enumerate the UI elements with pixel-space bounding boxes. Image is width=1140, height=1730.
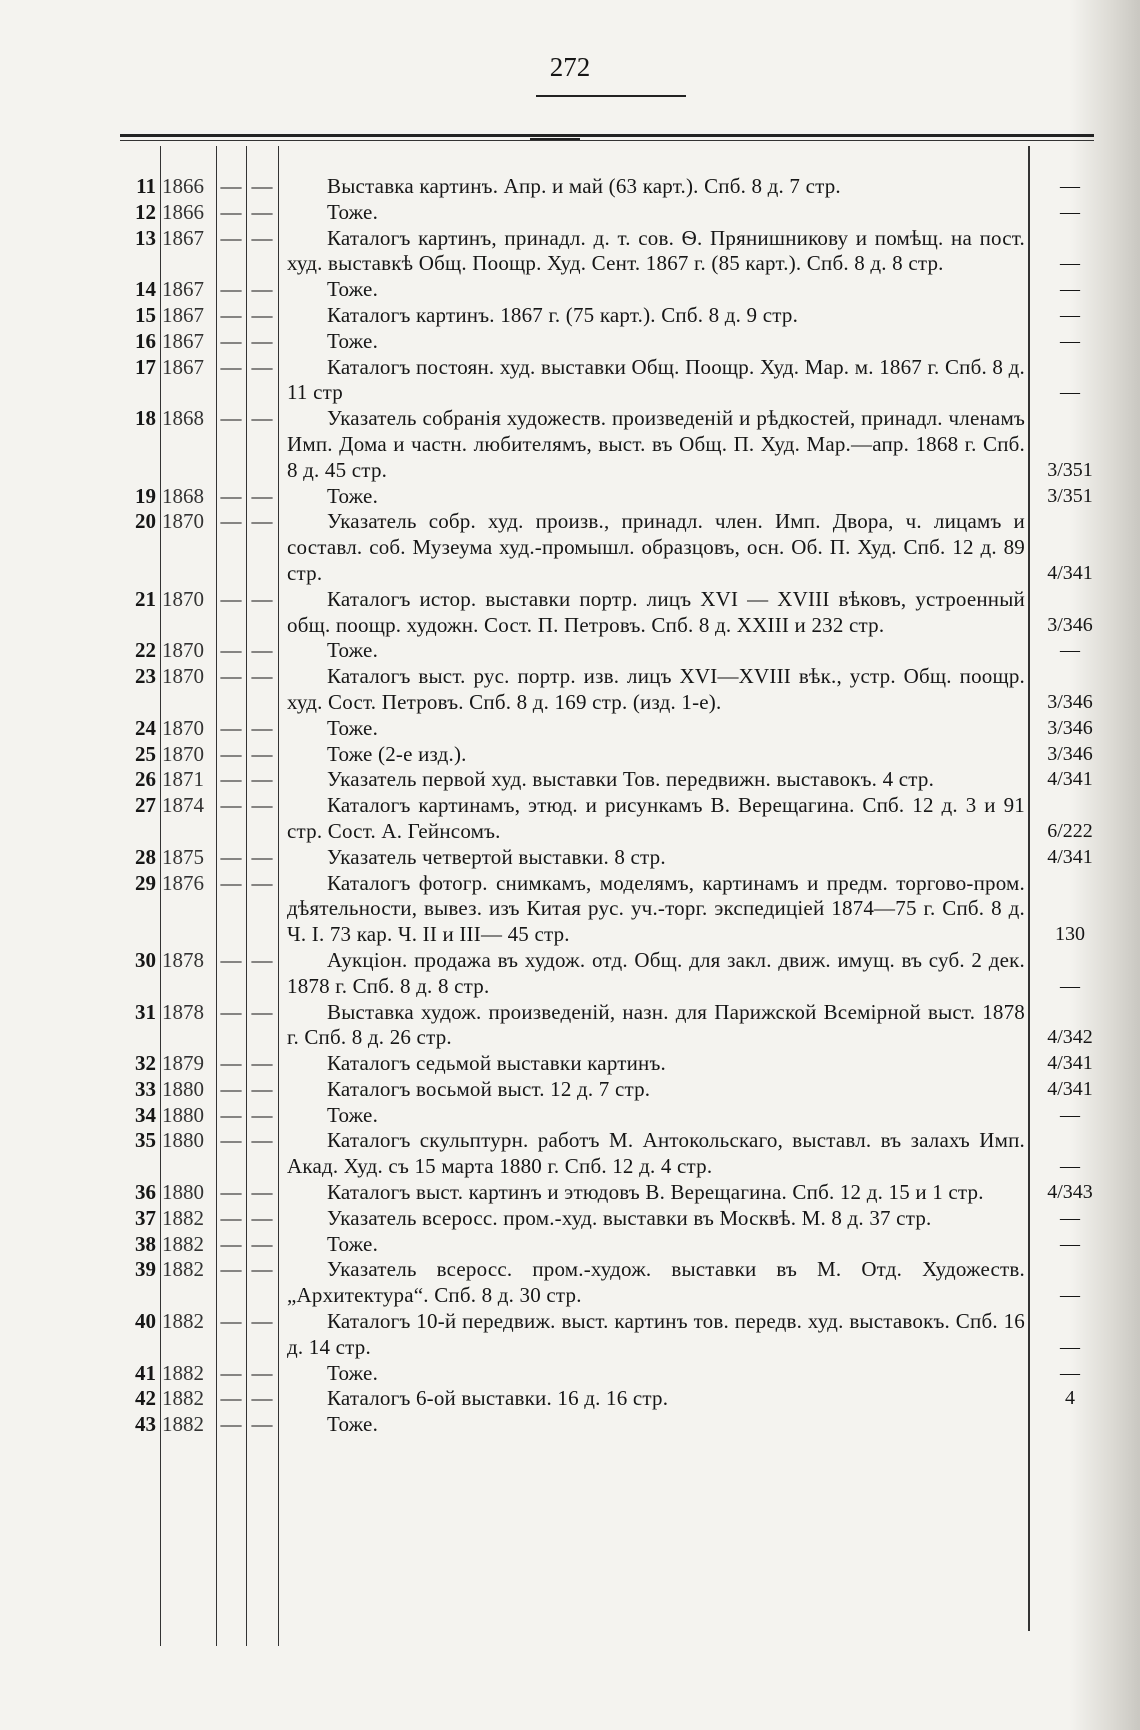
entry-dash-2: — xyxy=(251,715,273,740)
entry-year: 1880 xyxy=(162,1076,204,1101)
table-row xyxy=(0,664,1140,716)
entry-dash-1: — xyxy=(220,199,242,224)
entry-dash-1: — xyxy=(220,741,242,766)
entry-description: Выставка картинъ. Апр. и май (63 карт.). Спб. 8 д. 7 стр. xyxy=(327,174,841,198)
entry-description: Каталогъ седьмой выставки картинъ. xyxy=(327,1051,667,1076)
entry-number: 20 xyxy=(135,509,156,534)
table-row xyxy=(0,329,1140,355)
entry-price: 4/341 xyxy=(1047,768,1093,791)
entry-year: 1878 xyxy=(162,999,204,1024)
entry-dash-2: — xyxy=(251,509,273,534)
entry-price: — xyxy=(1060,200,1080,223)
entry-year: 1880 xyxy=(162,1180,204,1205)
entry-dash-1: — xyxy=(220,767,242,792)
entry-price: — xyxy=(1060,974,1080,997)
entry-dash-1: — xyxy=(220,1128,242,1153)
table-row xyxy=(0,767,1140,793)
table-row xyxy=(0,1077,1140,1103)
table-row xyxy=(0,948,1140,1000)
entry-dash-1: — xyxy=(220,328,242,353)
entry-price: 4/341 xyxy=(1047,561,1093,584)
entry-year: 1870 xyxy=(162,715,204,740)
entry-price: — xyxy=(1060,1155,1080,1178)
entry-dash-2: — xyxy=(251,1051,273,1076)
entry-year: 1878 xyxy=(162,947,204,972)
entry-number: 21 xyxy=(135,586,156,611)
entry-number: 27 xyxy=(135,793,156,818)
entry-description: Тоже. xyxy=(327,483,379,508)
table-row xyxy=(0,1412,1140,1438)
entry-number: 43 xyxy=(135,1412,156,1437)
entry-dash-2: — xyxy=(251,844,273,869)
entry-dash-1: — xyxy=(220,1309,242,1334)
entry-dash-2: — xyxy=(251,999,273,1024)
table-row xyxy=(0,174,1140,200)
entry-price: 4/343 xyxy=(1047,1181,1093,1204)
entry-dash-1: — xyxy=(220,664,242,689)
table-row xyxy=(0,484,1140,510)
entry-year: 1867 xyxy=(162,328,204,353)
entry-dash-2: — xyxy=(251,1309,273,1334)
entry-description: Каталогъ постоян. худ. выставки Общ. Поощр. Худ. Мар. м. 1867 г. Спб. 8 д. 11 стр xyxy=(287,354,1025,405)
table-row xyxy=(0,1386,1140,1412)
entry-price: 3/351 xyxy=(1047,484,1093,507)
table-row xyxy=(0,226,1140,278)
entry-price: — xyxy=(1060,1103,1080,1126)
entry-year: 1874 xyxy=(162,793,204,818)
entry-description: Указатель всеросс. пром.-худ. выставки въ Москвѣ. М. 8 д. 37 стр. xyxy=(327,1205,932,1230)
entry-year: 1876 xyxy=(162,870,204,895)
entry-year: 1882 xyxy=(162,1205,204,1230)
entry-year: 1870 xyxy=(162,638,204,663)
entry-description: Указатель всеросс. пром.-худож. выставки въ М. Отд. Художеств. „Архитектура“. Спб. 8 д. 30 стр. xyxy=(287,1257,1025,1308)
entry-description: Тоже. xyxy=(327,328,379,353)
entry-number: 24 xyxy=(135,715,156,740)
entry-dash-1: — xyxy=(220,1102,242,1127)
entry-number: 16 xyxy=(135,328,156,353)
table-row xyxy=(0,1206,1140,1232)
header-rule-mark xyxy=(530,138,580,140)
entry-dash-2: — xyxy=(251,638,273,663)
entry-description: Тоже. xyxy=(327,1102,379,1127)
entry-year: 1868 xyxy=(162,483,204,508)
entry-description: Тоже. xyxy=(327,277,379,302)
entry-description: Каталогъ 6-ой выставки. 16 д. 16 стр. xyxy=(327,1386,669,1411)
entry-price: 3/346 xyxy=(1047,613,1093,636)
table-row xyxy=(0,638,1140,664)
entry-price: 4/341 xyxy=(1047,845,1093,868)
entry-year: 1875 xyxy=(162,844,204,869)
entry-description: Каталогъ фотогр. снимкамъ, моделямъ, картинамъ и предм. торгово-пром. дѣятельности, вывез. изъ Китая рус. уч.-торг. экспедиціей 1874—75 г. Спб. 8 д. Ч. I. 73 кар. Ч. II и III— 45 стр. xyxy=(287,870,1025,947)
entry-description: Каталогъ картинъ, принадл. д. т. сов. Ѳ. Прянишникову и помѣщ. на пост. худ. выставкѣ Общ. Поощр. Худ. Сент. 1867 г. (85 карт.). Спб. 8 д. 8 стр. xyxy=(287,225,1025,276)
entry-dash-1: — xyxy=(220,715,242,740)
entry-dash-2: — xyxy=(251,1386,273,1411)
table-row xyxy=(0,1128,1140,1180)
entry-dash-2: — xyxy=(251,483,273,508)
entry-description: Каталогъ картинамъ, этюд. и рисункамъ В. Верещагина. Спб. 12 д. 3 и 91 стр. Сост. А. Гейнсомъ. xyxy=(287,793,1025,843)
entry-description: Каталогъ картинъ. 1867 г. (75 карт.). Спб. 8 д. 9 стр. xyxy=(327,302,799,327)
entry-price: — xyxy=(1060,329,1080,352)
page-number-rule xyxy=(536,95,686,97)
entry-dash-1: — xyxy=(220,999,242,1024)
entry-number: 25 xyxy=(135,741,156,766)
entry-price: — xyxy=(1060,1206,1080,1229)
entry-dash-2: — xyxy=(251,947,273,972)
entry-dash-2: — xyxy=(251,870,273,895)
entry-dash-2: — xyxy=(251,354,273,379)
entry-price: 4/342 xyxy=(1047,1026,1093,1049)
entry-price: 130 xyxy=(1055,923,1085,946)
entry-dash-2: — xyxy=(251,1205,273,1230)
entry-description: Каталогъ восьмой выст. 12 д. 7 стр. xyxy=(327,1076,651,1101)
entry-number: 31 xyxy=(135,999,156,1024)
entry-dash-1: — xyxy=(220,174,242,198)
entry-number: 40 xyxy=(135,1309,156,1334)
entry-dash-1: — xyxy=(220,302,242,327)
entry-description: Выставка худож. произведеній, назн. для Парижской Всемірной выст. 1878 г. Спб. 8 д. 26 стр. xyxy=(287,999,1025,1050)
entry-price: — xyxy=(1060,1284,1080,1307)
entry-dash-2: — xyxy=(251,793,273,818)
entry-year: 1870 xyxy=(162,509,204,534)
entry-number: 12 xyxy=(135,199,156,224)
entry-dash-2: — xyxy=(251,1412,273,1437)
table-row xyxy=(0,871,1140,948)
entry-description: Каталогъ 10-й передвиж. выст. картинъ тов. передв. худ. выставокъ. Спб. 16 д. 14 стр. xyxy=(287,1309,1025,1359)
entry-dash-2: — xyxy=(251,277,273,302)
entry-number: 15 xyxy=(135,302,156,327)
entry-description: Тоже. xyxy=(327,638,379,663)
table-row xyxy=(0,1103,1140,1129)
table-row xyxy=(0,1000,1140,1052)
entry-number: 22 xyxy=(135,638,156,663)
entry-number: 14 xyxy=(135,277,156,302)
entry-price: 3/351 xyxy=(1047,458,1093,481)
table-row xyxy=(0,1051,1140,1077)
entry-description: Тоже. xyxy=(327,1360,379,1385)
entry-dash-1: — xyxy=(220,1386,242,1411)
entry-price: — xyxy=(1060,303,1080,326)
entry-description: Тоже. xyxy=(327,1231,379,1256)
table-row xyxy=(0,742,1140,768)
table-row xyxy=(0,1257,1140,1309)
entry-year: 1870 xyxy=(162,741,204,766)
entry-dash-2: — xyxy=(251,664,273,689)
entry-price: 3/346 xyxy=(1047,690,1093,713)
table-row xyxy=(0,277,1140,303)
entry-dash-2: — xyxy=(251,1257,273,1282)
entry-dash-1: — xyxy=(220,1076,242,1101)
entry-dash-2: — xyxy=(251,1231,273,1256)
entry-dash-1: — xyxy=(220,793,242,818)
entry-number: 33 xyxy=(135,1076,156,1101)
entry-description: Каталогъ истор. выставки портр. лицъ XVI — XVIII вѣковъ, устроенный общ. поощр. художн. Сост. П. Петровъ. Спб. 8 д. XXIII и 232 стр. xyxy=(287,586,1025,637)
table-row xyxy=(0,1180,1140,1206)
entry-number: 13 xyxy=(135,225,156,250)
entry-number: 23 xyxy=(135,664,156,689)
table-row xyxy=(0,1232,1140,1258)
entry-year: 1882 xyxy=(162,1412,204,1437)
entry-dash-1: — xyxy=(220,1360,242,1385)
entry-price: 4 xyxy=(1065,1387,1075,1410)
entry-year: 1867 xyxy=(162,302,204,327)
entry-number: 11 xyxy=(136,174,156,198)
entry-dash-2: — xyxy=(251,302,273,327)
entry-description: Каталогъ выст. картинъ и этюдовъ В. Верещагина. Спб. 12 д. 15 и 1 стр. xyxy=(327,1180,984,1205)
entry-dash-1: — xyxy=(220,1051,242,1076)
entry-year: 1867 xyxy=(162,225,204,250)
header-rule-thick xyxy=(120,134,1094,137)
catalog-table xyxy=(0,174,1140,1438)
table-row xyxy=(0,716,1140,742)
entry-year: 1882 xyxy=(162,1360,204,1385)
entry-dash-2: — xyxy=(251,586,273,611)
entry-number: 18 xyxy=(135,406,156,431)
entry-number: 17 xyxy=(135,354,156,379)
entry-number: 19 xyxy=(135,483,156,508)
entry-dash-2: — xyxy=(251,767,273,792)
table-row xyxy=(0,1361,1140,1387)
entry-dash-1: — xyxy=(220,844,242,869)
entry-price: — xyxy=(1060,381,1080,404)
table-row xyxy=(0,303,1140,329)
table-row xyxy=(0,509,1140,586)
entry-year: 1867 xyxy=(162,277,204,302)
entry-dash-2: — xyxy=(251,174,273,198)
entry-number: 37 xyxy=(135,1205,156,1230)
entry-description: Каталогъ выст. рус. портр. изв. лицъ XVI—XVIII вѣк., устр. Общ. поощр. худ. Сост. Петровъ. Спб. 8 д. 169 стр. (изд. 1-е). xyxy=(287,664,1025,714)
entry-dash-1: — xyxy=(220,225,242,250)
page-number: 272 xyxy=(549,52,591,82)
entry-dash-2: — xyxy=(251,1076,273,1101)
entry-year: 1870 xyxy=(162,664,204,689)
entry-year: 1882 xyxy=(162,1257,204,1282)
entry-number: 26 xyxy=(135,767,156,792)
entry-dash-2: — xyxy=(251,1128,273,1153)
entry-year: 1867 xyxy=(162,354,204,379)
entry-number: 35 xyxy=(135,1128,156,1153)
entry-dash-1: — xyxy=(220,947,242,972)
entry-number: 34 xyxy=(135,1102,156,1127)
entry-price: 4/341 xyxy=(1047,1077,1093,1100)
entry-dash-1: — xyxy=(220,1412,242,1437)
entry-year: 1882 xyxy=(162,1386,204,1411)
entry-number: 32 xyxy=(135,1051,156,1076)
entry-price: 3/346 xyxy=(1047,742,1093,765)
entry-description: Каталогъ скульптурн. работъ М. Антокольскаго, выставл. въ залахъ Имп. Акад. Худ. съ 15 марта 1880 г. Спб. 12 д. 4 стр. xyxy=(287,1128,1025,1179)
entry-dash-1: — xyxy=(220,586,242,611)
entry-number: 41 xyxy=(135,1360,156,1385)
entry-dash-1: — xyxy=(220,638,242,663)
entry-dash-1: — xyxy=(220,509,242,534)
entry-dash-1: — xyxy=(220,277,242,302)
entry-year: 1880 xyxy=(162,1102,204,1127)
table-row xyxy=(0,587,1140,639)
entry-description: Тоже. xyxy=(327,715,379,740)
entry-dash-2: — xyxy=(251,328,273,353)
entry-year: 1866 xyxy=(162,199,204,224)
entry-dash-1: — xyxy=(220,406,242,431)
entry-number: 28 xyxy=(135,844,156,869)
entry-dash-2: — xyxy=(251,741,273,766)
entry-year: 1879 xyxy=(162,1051,204,1076)
entry-description: Тоже. xyxy=(327,1412,379,1437)
entry-description: Указатель четвертой выставки. 8 стр. xyxy=(327,844,666,869)
entry-dash-2: — xyxy=(251,1360,273,1385)
table-row xyxy=(0,1309,1140,1361)
entry-dash-1: — xyxy=(220,1231,242,1256)
entry-price: — xyxy=(1060,1335,1080,1358)
table-row xyxy=(0,793,1140,845)
entry-description: Указатель собранія художеств. произведеній и рѣдкостей, принадл. членамъ Имп. Дома и частн. любителямъ, выст. въ Общ. П. Худ. Мар.—апр. 1868 г. Спб. 8 д. 45 стр. xyxy=(287,406,1025,482)
entry-number: 42 xyxy=(135,1386,156,1411)
entry-description: Тоже. xyxy=(327,199,379,224)
entry-number: 36 xyxy=(135,1180,156,1205)
entry-year: 1866 xyxy=(162,174,204,198)
entry-dash-2: — xyxy=(251,406,273,431)
header-rule-thin xyxy=(120,140,1094,141)
entry-year: 1871 xyxy=(162,767,204,792)
entry-price: 4/341 xyxy=(1047,1052,1093,1075)
entry-number: 29 xyxy=(135,870,156,895)
entry-dash-2: — xyxy=(251,199,273,224)
entry-description: Тоже (2-е изд.). xyxy=(327,741,467,766)
entry-year: 1870 xyxy=(162,586,204,611)
entry-price: — xyxy=(1060,278,1080,301)
entry-dash-2: — xyxy=(251,1102,273,1127)
table-row xyxy=(0,355,1140,407)
entry-description: Указатель собр. худ. произв., принадл. член. Имп. Двора, ч. лицамъ и составл. соб. Музеума худ.-промышл. образцовъ, осн. Об. П. Худ. Спб. 12 д. 89 стр. xyxy=(287,509,1025,585)
entry-price: — xyxy=(1060,639,1080,662)
entry-dash-2: — xyxy=(251,225,273,250)
table-row xyxy=(0,200,1140,226)
entry-year: 1882 xyxy=(162,1309,204,1334)
entry-dash-1: — xyxy=(220,1205,242,1230)
entry-number: 30 xyxy=(135,947,156,972)
entry-price: — xyxy=(1060,252,1080,275)
entry-dash-1: — xyxy=(220,1180,242,1205)
entry-description: Аукціон. продажа въ худож. отд. Общ. для закл. движ. имущ. въ суб. 2 дек. 1878 г. Спб. 8 д. 8 стр. xyxy=(287,947,1025,998)
entry-number: 38 xyxy=(135,1231,156,1256)
entry-price: — xyxy=(1060,1361,1080,1384)
entry-dash-1: — xyxy=(220,870,242,895)
entry-number: 39 xyxy=(135,1257,156,1282)
entry-price: — xyxy=(1060,1232,1080,1255)
entry-dash-1: — xyxy=(220,1257,242,1282)
entry-description: Указатель первой худ. выставки Тов. передвижн. выставокъ. 4 стр. xyxy=(327,767,935,792)
table-row xyxy=(0,406,1140,483)
entry-year: 1868 xyxy=(162,406,204,431)
entry-year: 1882 xyxy=(162,1231,204,1256)
entry-dash-1: — xyxy=(220,354,242,379)
entry-price: 6/222 xyxy=(1047,819,1093,842)
entry-price: 3/346 xyxy=(1047,716,1093,739)
table-row xyxy=(0,845,1140,871)
entry-dash-2: — xyxy=(251,1180,273,1205)
entry-dash-1: — xyxy=(220,483,242,508)
entry-year: 1880 xyxy=(162,1128,204,1153)
entry-price: — xyxy=(1060,175,1080,197)
